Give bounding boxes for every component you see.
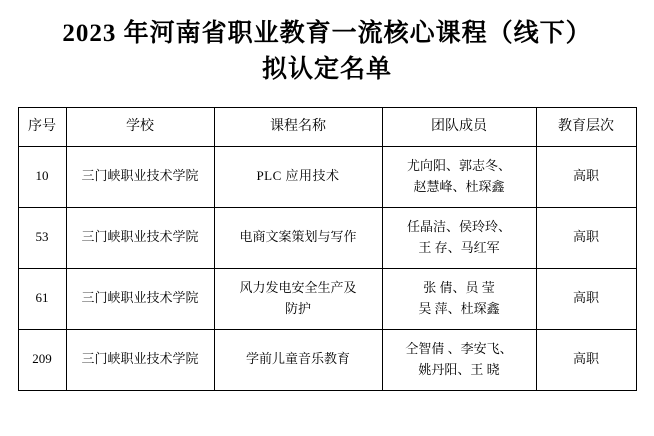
cell-course: 电商文案策划与写作: [214, 207, 382, 268]
page-title-line-1: 2023 年河南省职业教育一流核心课程（线下）: [62, 20, 592, 47]
table-header-row: [18, 107, 636, 146]
cell-team: [382, 268, 536, 329]
table-row: [18, 329, 636, 390]
table-row: [18, 268, 636, 329]
cell-team-line-2: 姚丹阳、王 晓: [418, 361, 500, 377]
cell-level: 高职: [536, 207, 636, 268]
cell-no: 209: [18, 329, 66, 390]
cell-school: 三门峡职业技术学院: [66, 207, 214, 268]
cell-level: 高职: [536, 329, 636, 390]
column-header-school: 学校: [66, 107, 214, 146]
cell-level: 高职: [536, 268, 636, 329]
cell-team-line-1: 任晶洁、侯玲玲、: [406, 219, 511, 235]
cell-team-line-1: 尤向阳、郭志冬、: [406, 158, 511, 174]
table-row: [18, 207, 636, 268]
column-header-no: 序号: [18, 107, 66, 146]
cell-no: 61: [18, 268, 66, 329]
cell-team-line-1: 张 倩、员 莹: [423, 280, 495, 296]
cell-no: 53: [18, 207, 66, 268]
cell-team-line-2: 吴 萍、杜琛鑫: [418, 300, 500, 316]
cell-no: 10: [18, 146, 66, 207]
cell-course: [214, 268, 382, 329]
cell-team: [382, 207, 536, 268]
cell-course: 学前儿童音乐教育: [214, 329, 382, 390]
cell-school: 三门峡职业技术学院: [66, 268, 214, 329]
page-title: [0, 0, 654, 89]
cell-course: PLC 应用技术: [214, 146, 382, 207]
cell-team-line-2: 王 存、马红军: [418, 239, 500, 255]
cell-course-line-1: 风力发电安全生产及: [239, 280, 357, 296]
cell-team: [382, 146, 536, 207]
page-title-line-2: 拟认定名单: [261, 56, 392, 84]
column-header-course: 课程名称: [214, 107, 382, 146]
cell-school: 三门峡职业技术学院: [66, 146, 214, 207]
column-header-team: 团队成员: [382, 107, 536, 146]
column-header-level: 教育层次: [536, 107, 636, 146]
cell-team-line-1: 仝智倩 、李安飞、: [405, 341, 513, 357]
cell-team: [382, 329, 536, 390]
table-row: [18, 146, 636, 207]
cell-level: 高职: [536, 146, 636, 207]
cell-school: 三门峡职业技术学院: [66, 329, 214, 390]
cell-course-line-2: 防护: [284, 300, 311, 316]
course-listing-table: [18, 107, 637, 391]
cell-team-line-2: 赵慧峰、杜琛鑫: [413, 178, 505, 194]
